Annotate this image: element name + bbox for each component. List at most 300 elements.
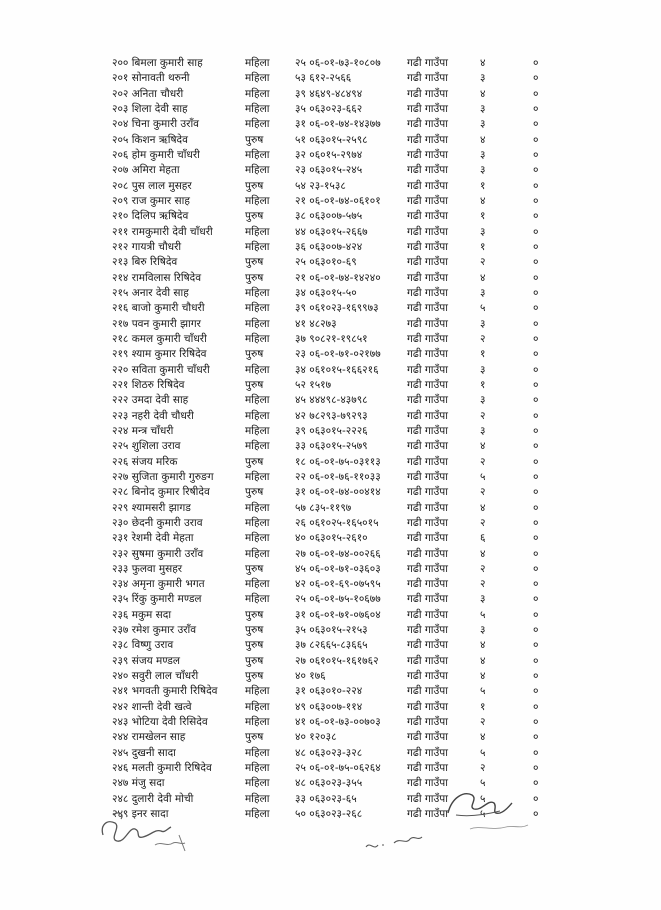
record-gender: पुरुष	[245, 133, 264, 146]
record-row	[112, 577, 552, 592]
record-row	[112, 347, 552, 362]
record-count: २	[480, 256, 486, 269]
record-zero: ०	[533, 547, 539, 560]
record-place: गढी गाउँपा	[407, 72, 448, 85]
record-zero: ०	[533, 133, 539, 146]
record-citizenship-number: २५ ०६३०१०-६९	[295, 256, 357, 269]
record-gender: महिला	[245, 808, 270, 821]
record-gender: महिला	[245, 700, 270, 713]
record-gender: पुरुष	[245, 271, 264, 284]
record-name: २०५ किशन ऋषिदेव	[112, 133, 188, 146]
record-citizenship-number: ३७ ८२६६५-८३६६५	[295, 639, 368, 652]
record-zero: ०	[533, 194, 539, 207]
record-citizenship-number: ३६ ०६३००७-४२४	[295, 240, 363, 253]
record-name: २०७ अमिरा मेहता	[112, 164, 180, 177]
record-gender: पुरुष	[245, 348, 264, 361]
record-row	[112, 761, 552, 776]
record-place: गढी गाउँपा	[407, 87, 448, 100]
record-citizenship-number: ४२ ७८२९३-७९२९३	[295, 409, 368, 422]
record-gender: पुरुष	[245, 624, 264, 637]
record-row	[112, 455, 552, 470]
record-row	[112, 179, 552, 194]
record-name: २१४ रामविलास रिषिदेव	[112, 271, 202, 284]
record-name: २२१ शिठरु रिषिदेव	[112, 378, 185, 391]
record-name: २२० सविता कुमारी चाँधरी	[112, 363, 210, 376]
record-citizenship-number: ३३ ०६३०२३-६५	[295, 792, 357, 805]
record-gender: महिला	[245, 501, 270, 514]
record-place: गढी गाउँपा	[407, 210, 448, 223]
record-zero: ०	[533, 72, 539, 85]
record-zero: ०	[533, 624, 539, 637]
record-count: ४	[480, 501, 486, 514]
record-gender: महिला	[245, 118, 270, 131]
record-place: गढी गाउँपा	[407, 578, 448, 591]
record-citizenship-number: ५१ ०६३०१५-२५९८	[295, 133, 368, 146]
record-name: २४४ रामखेलन साह	[112, 731, 186, 744]
record-citizenship-number: ५० ०६३०२३-२६८	[295, 808, 363, 821]
record-count: २	[480, 409, 486, 422]
record-zero: ०	[533, 210, 539, 223]
record-count: ३	[480, 72, 486, 85]
record-zero: ०	[533, 608, 539, 621]
record-row	[112, 148, 552, 163]
record-count: ३	[480, 148, 486, 161]
record-place: गढी गाउँपा	[407, 639, 448, 652]
record-zero: ०	[533, 394, 539, 407]
record-name: २१७ पवन कुमारी झागर	[112, 317, 201, 330]
signature-left	[95, 805, 215, 855]
record-row	[112, 531, 552, 546]
record-gender: महिला	[245, 716, 270, 729]
record-gender: महिला	[245, 777, 270, 790]
record-row	[112, 638, 552, 653]
record-citizenship-number: ४५ ०६-०१-७१-०३६०३	[295, 562, 381, 575]
record-count: ५	[480, 470, 486, 483]
record-gender: महिला	[245, 57, 270, 69]
record-row	[112, 301, 552, 316]
record-gender: महिला	[245, 440, 270, 453]
record-citizenship-number: ३१ ०६-०१-७१-०७६०४	[295, 608, 381, 621]
record-row	[112, 715, 552, 730]
record-place: गढी गाउँपा	[407, 731, 448, 744]
record-count: १	[480, 378, 486, 391]
record-place: गढी गाउँपा	[407, 608, 448, 621]
record-name: २२७ सुजिता कुमारी गुरुङग	[112, 470, 214, 483]
record-row	[112, 439, 552, 454]
record-name: २३६ मकुम सदा	[112, 608, 172, 621]
record-place: गढी गाउँपा	[407, 455, 448, 468]
record-citizenship-number: ३१ ०६३०१०-२२४	[295, 685, 363, 698]
record-count: १	[480, 240, 486, 253]
record-place: गढी गाउँपा	[407, 164, 448, 177]
record-gender: महिला	[245, 470, 270, 483]
record-citizenship-number: २५ ०६-०१-७३-१०८०७	[295, 57, 381, 69]
record-name: २०४ चिना कुमारी उराँव	[112, 118, 200, 131]
record-citizenship-number: २१ ०६-०१-७४-०६१०१	[295, 194, 381, 207]
record-name: २४२ शान्ती देवी खत्वे	[112, 700, 192, 713]
record-citizenship-number: ४१ ०६-०१-७३-००७०३	[295, 716, 381, 729]
record-name: २४६ मलती कुमारी रिषिदेव	[112, 762, 212, 775]
record-zero: ०	[533, 731, 539, 744]
record-name: २१८ कमल कुमारी चाँधरी	[112, 332, 207, 345]
record-row	[112, 623, 552, 638]
record-count: २	[480, 486, 486, 499]
record-row	[112, 501, 552, 516]
record-name: २१६ बाजो कुमारी चौधरी	[112, 302, 205, 315]
record-row	[112, 194, 552, 209]
record-place: गढी गाउँपा	[407, 593, 448, 606]
record-zero: ०	[533, 762, 539, 775]
record-count: ५	[480, 608, 486, 621]
record-gender: पुरुष	[245, 210, 264, 223]
record-count: २	[480, 716, 486, 729]
record-name: २३७ रमेश कुमार उराँव	[112, 624, 197, 637]
record-zero: ०	[533, 685, 539, 698]
record-place: गढी गाउँपा	[407, 179, 448, 192]
record-count: ५	[480, 777, 486, 790]
record-count: १	[480, 700, 486, 713]
record-citizenship-number: ५४ २३-१५३८	[295, 179, 346, 192]
record-gender: महिला	[245, 547, 270, 560]
record-gender: महिला	[245, 685, 270, 698]
record-name: २४९ इनर सादा	[112, 808, 169, 821]
record-citizenship-number: ४० १७६	[295, 670, 326, 683]
record-citizenship-number: ४२ ०६-०१-६९-०७५९५	[295, 578, 381, 591]
record-gender: महिला	[245, 746, 270, 759]
record-gender: पुरुष	[245, 670, 264, 683]
record-gender: महिला	[245, 593, 270, 606]
record-zero: ०	[533, 470, 539, 483]
record-place: गढी गाउँपा	[407, 746, 448, 759]
record-count: ४	[480, 133, 486, 146]
record-place: गढी गाउँपा	[407, 332, 448, 345]
record-zero: ०	[533, 302, 539, 315]
record-place: गढी गाउँपा	[407, 777, 448, 790]
record-gender: पुरुष	[245, 731, 264, 744]
record-count: ४	[480, 654, 486, 667]
record-place: गढी गाउँपा	[407, 256, 448, 269]
record-name: २२८ बिनोद कुमार रिषीदेव	[112, 486, 210, 499]
record-place: गढी गाउँपा	[407, 654, 448, 667]
record-name: २१० दिलिप ऋषिदेव	[112, 210, 189, 223]
record-count: ४	[480, 670, 486, 683]
record-gender: महिला	[245, 148, 270, 161]
record-zero: ०	[533, 348, 539, 361]
record-place: गढी गाउँपा	[407, 286, 448, 299]
record-count: ३	[480, 317, 486, 330]
record-gender: महिला	[245, 286, 270, 299]
record-count: ४	[480, 639, 486, 652]
record-name: २२९ श्यामसरी झागड	[112, 501, 191, 514]
record-name: २४८ दुलारी देवी मोची	[112, 792, 194, 805]
record-count: २	[480, 562, 486, 575]
record-gender: महिला	[245, 87, 270, 100]
record-citizenship-number: २६ ०६१०२५-१६५०१५	[295, 516, 379, 529]
record-place: गढी गाउँपा	[407, 624, 448, 637]
record-row	[112, 409, 552, 424]
record-citizenship-number: ३९ ४६४९-४८४९४	[295, 87, 363, 100]
record-place: गढी गाउँपा	[407, 348, 448, 361]
record-citizenship-number: २५ ०६-०१-७५-१०६७७	[295, 593, 381, 606]
record-place: गढी गाउँपा	[407, 225, 448, 238]
record-zero: ०	[533, 148, 539, 161]
record-count: ५	[480, 302, 486, 315]
record-count: ५	[480, 746, 486, 759]
record-row	[112, 654, 552, 669]
record-name: २१३ बिरु रिषिदेव	[112, 256, 178, 269]
record-row	[112, 608, 552, 623]
record-count: ४	[480, 731, 486, 744]
record-place: गढी गाउँपा	[407, 394, 448, 407]
record-row	[112, 240, 552, 255]
record-zero: ०	[533, 317, 539, 330]
record-gender: महिला	[245, 317, 270, 330]
record-place: गढी गाउँपा	[407, 700, 448, 713]
record-count: ३	[480, 394, 486, 407]
record-name: २३४ अमृना कुमारी भगत	[112, 578, 205, 591]
record-row	[112, 424, 552, 439]
record-zero: ०	[533, 424, 539, 437]
record-row	[112, 700, 552, 715]
record-count: ३	[480, 118, 486, 131]
record-name: २०२ अनिता चौधरी	[112, 87, 184, 100]
record-row	[112, 71, 552, 86]
record-gender: पुरुष	[245, 179, 264, 192]
record-count: २	[480, 578, 486, 591]
record-row	[112, 470, 552, 485]
record-count: ६	[480, 532, 486, 545]
record-citizenship-number: ३४ ०६१०१५-१६६२१६	[295, 363, 379, 376]
record-citizenship-number: ४० ०६३०१५-२६१०	[295, 532, 368, 545]
record-row	[112, 547, 552, 562]
record-zero: ०	[533, 271, 539, 284]
record-row	[112, 363, 552, 378]
record-row	[112, 133, 552, 148]
record-count: ३	[480, 424, 486, 437]
record-name: २०३ शिला देवी साह	[112, 102, 188, 115]
record-name: २४३ भोटिया देवी रिसिदेव	[112, 716, 208, 729]
record-name: २४७ मंजु सदा	[112, 777, 165, 790]
record-gender: महिला	[245, 72, 270, 85]
record-row	[112, 730, 552, 745]
record-count: ३	[480, 593, 486, 606]
record-count: ३	[480, 164, 486, 177]
record-row	[112, 332, 552, 347]
record-row	[112, 163, 552, 178]
record-row	[112, 117, 552, 132]
record-name: २१५ अनार देवी साह	[112, 286, 189, 299]
record-place: गढी गाउँपा	[407, 562, 448, 575]
record-count: २	[480, 516, 486, 529]
record-gender: महिला	[245, 225, 270, 238]
record-count: २	[480, 455, 486, 468]
record-count: २	[480, 332, 486, 345]
record-citizenship-number: ४८ ०६३०२३-३५५	[295, 777, 363, 790]
record-zero: ०	[533, 716, 539, 729]
record-row	[112, 102, 552, 117]
record-place: गढी गाउँपा	[407, 792, 448, 805]
record-citizenship-number: ३१ ०६-०१-७४-००४१४	[295, 486, 381, 499]
record-zero: ०	[533, 532, 539, 545]
record-gender: महिला	[245, 164, 270, 177]
record-zero: ०	[533, 700, 539, 713]
record-gender: पुरुष	[245, 455, 264, 468]
record-gender: महिला	[245, 194, 270, 207]
record-zero: ०	[533, 87, 539, 100]
record-citizenship-number: ३९ ०६१०२३-१६९९७३	[295, 302, 379, 315]
record-row	[112, 271, 552, 286]
record-place: गढी गाउँपा	[407, 532, 448, 545]
record-row	[112, 592, 552, 607]
record-citizenship-number: ५७ ८३५-११९७	[295, 501, 352, 514]
record-citizenship-number: ३८ ०६३००७-५७५	[295, 210, 363, 223]
record-count: ४	[480, 87, 486, 100]
record-citizenship-number: ४९ ०६३००७-११४	[295, 700, 363, 713]
record-row	[112, 209, 552, 224]
record-count: ३	[480, 225, 486, 238]
record-name: २०० बिमला कुमारी साह	[112, 57, 203, 69]
record-count: ४	[480, 271, 486, 284]
record-zero: ०	[533, 57, 539, 69]
record-gender: महिला	[245, 516, 270, 529]
record-name: २३५ रिंकु कुमारी मण्डल	[112, 593, 202, 606]
record-citizenship-number: २२ ०६-०१-७६-११०३३	[295, 470, 381, 483]
record-name: २३१ रेशमी देवी मेहता	[112, 532, 194, 545]
record-zero: ०	[533, 578, 539, 591]
record-zero: ०	[533, 639, 539, 652]
record-row	[112, 684, 552, 699]
records-list	[112, 56, 552, 822]
record-zero: ०	[533, 286, 539, 299]
record-gender: महिला	[245, 332, 270, 345]
record-name: २३३ फुलवा मुसहर	[112, 562, 183, 575]
record-name: २४० सवुरी लाल चाँधरी	[112, 670, 199, 683]
record-citizenship-number: ३२ ०६०१५-२९७४	[295, 148, 363, 161]
record-name: २०६ होम कुमारी चाँधरी	[112, 148, 200, 161]
record-zero: ०	[533, 486, 539, 499]
record-gender: पुरुष	[245, 654, 264, 667]
record-zero: ०	[533, 409, 539, 422]
record-count: २	[480, 762, 486, 775]
record-citizenship-number: ३१ ०६-०१-७४-१४३७७	[295, 118, 381, 131]
record-citizenship-number: ३३ ०६३०१५-२५७९	[295, 440, 368, 453]
record-gender: महिला	[245, 762, 270, 775]
record-place: गढी गाउँपा	[407, 378, 448, 391]
record-place: गढी गाउँपा	[407, 440, 448, 453]
record-citizenship-number: ४१ ४८२७३	[295, 317, 337, 330]
record-citizenship-number: ४८ ०६३०२३-३२८	[295, 746, 363, 759]
record-row	[112, 286, 552, 301]
record-row	[112, 378, 552, 393]
record-name: २२६ संजय मरिक	[112, 455, 178, 468]
record-place: गढी गाउँपा	[407, 716, 448, 729]
record-count: ३	[480, 624, 486, 637]
record-count: ४	[480, 57, 486, 69]
record-citizenship-number: ३९ ०६३०१५-२२२६	[295, 424, 368, 437]
record-gender: पुरुष	[245, 608, 264, 621]
record-count: ४	[480, 547, 486, 560]
record-zero: ०	[533, 501, 539, 514]
record-place: गढी गाउँपा	[407, 194, 448, 207]
record-gender: महिला	[245, 102, 270, 115]
record-row	[112, 56, 552, 71]
record-gender: महिला	[245, 409, 270, 422]
record-citizenship-number: ५२ १५१७	[295, 378, 332, 391]
record-zero: ०	[533, 118, 539, 131]
record-name: २२२ उमदा देवी साह	[112, 394, 189, 407]
record-zero: ०	[533, 808, 539, 821]
record-row	[112, 255, 552, 270]
record-name: २३२ सुषमा कुमारी उराँव	[112, 547, 204, 560]
record-place: गढी गाउँपा	[407, 685, 448, 698]
record-zero: ०	[533, 777, 539, 790]
record-place: गढी गाउँपा	[407, 409, 448, 422]
record-zero: ०	[533, 225, 539, 238]
record-place: गढी गाउँपा	[407, 148, 448, 161]
record-zero: ०	[533, 363, 539, 376]
record-zero: ०	[533, 792, 539, 805]
record-zero: ०	[533, 455, 539, 468]
record-name: २०१ सोनावती थरुनी	[112, 72, 190, 85]
record-name: २११ रामकुमारी देवी चाँधरी	[112, 225, 213, 238]
record-zero: ०	[533, 593, 539, 606]
record-citizenship-number: २७ ०६१०१५-१६१७६२	[295, 654, 379, 667]
record-gender: पुरुष	[245, 256, 264, 269]
record-zero: ०	[533, 440, 539, 453]
record-citizenship-number: २३ ०६३०१५-२४५	[295, 164, 363, 177]
record-citizenship-number: २३ ०६-०१-७१-०२१७७	[295, 348, 381, 361]
record-gender: पुरुष	[245, 562, 264, 575]
record-count: १	[480, 179, 486, 192]
record-place: गढी गाउँपा	[407, 363, 448, 376]
record-name: २२५ शुशिला उराव	[112, 440, 181, 453]
record-zero: ०	[533, 378, 539, 391]
record-place: गढी गाउँपा	[407, 57, 448, 69]
record-zero: ०	[533, 746, 539, 759]
record-name: २२४ मन्त्र चाँधरी	[112, 424, 174, 437]
record-zero: ०	[533, 164, 539, 177]
record-place: गढी गाउँपा	[407, 118, 448, 131]
record-count: ४	[480, 440, 486, 453]
record-name: २४१ भगवती कुमारी रिषिदेव	[112, 685, 218, 698]
record-citizenship-number: २१ ०६-०१-७४-१४२४०	[295, 271, 381, 284]
record-place: गढी गाउँपा	[407, 470, 448, 483]
record-count: १	[480, 210, 486, 223]
record-zero: ०	[533, 240, 539, 253]
record-place: गढी गाउँपा	[407, 424, 448, 437]
record-gender: पुरुष	[245, 378, 264, 391]
record-place: गढी गाउँपा	[407, 133, 448, 146]
record-count: ५	[480, 685, 486, 698]
record-zero: ०	[533, 654, 539, 667]
record-place: गढी गाउँपा	[407, 808, 448, 821]
record-citizenship-number: १८ ०६-०१-७५-०३११३	[295, 455, 381, 468]
record-name: २१२ गायत्री चौधरी	[112, 240, 182, 253]
record-place: गढी गाउँपा	[407, 670, 448, 683]
record-citizenship-number: ४४ ०६३०१५-२६६७	[295, 225, 368, 238]
record-gender: महिला	[245, 424, 270, 437]
record-gender: महिला	[245, 363, 270, 376]
record-zero: ०	[533, 332, 539, 345]
record-name: २३० छेदनी कुमारी उराव	[112, 516, 203, 529]
record-name: २०९ राज कुमार साह	[112, 194, 190, 207]
record-row	[112, 225, 552, 240]
record-name: २३९ संजय मण्डल	[112, 654, 181, 667]
record-citizenship-number: ४० १२०३८	[295, 731, 337, 744]
record-count: ४	[480, 194, 486, 207]
record-name: २१९ श्याम कुमार रिषिदेव	[112, 348, 207, 361]
record-citizenship-number: २७ ०६-०१-७४-००२६६	[295, 547, 381, 560]
